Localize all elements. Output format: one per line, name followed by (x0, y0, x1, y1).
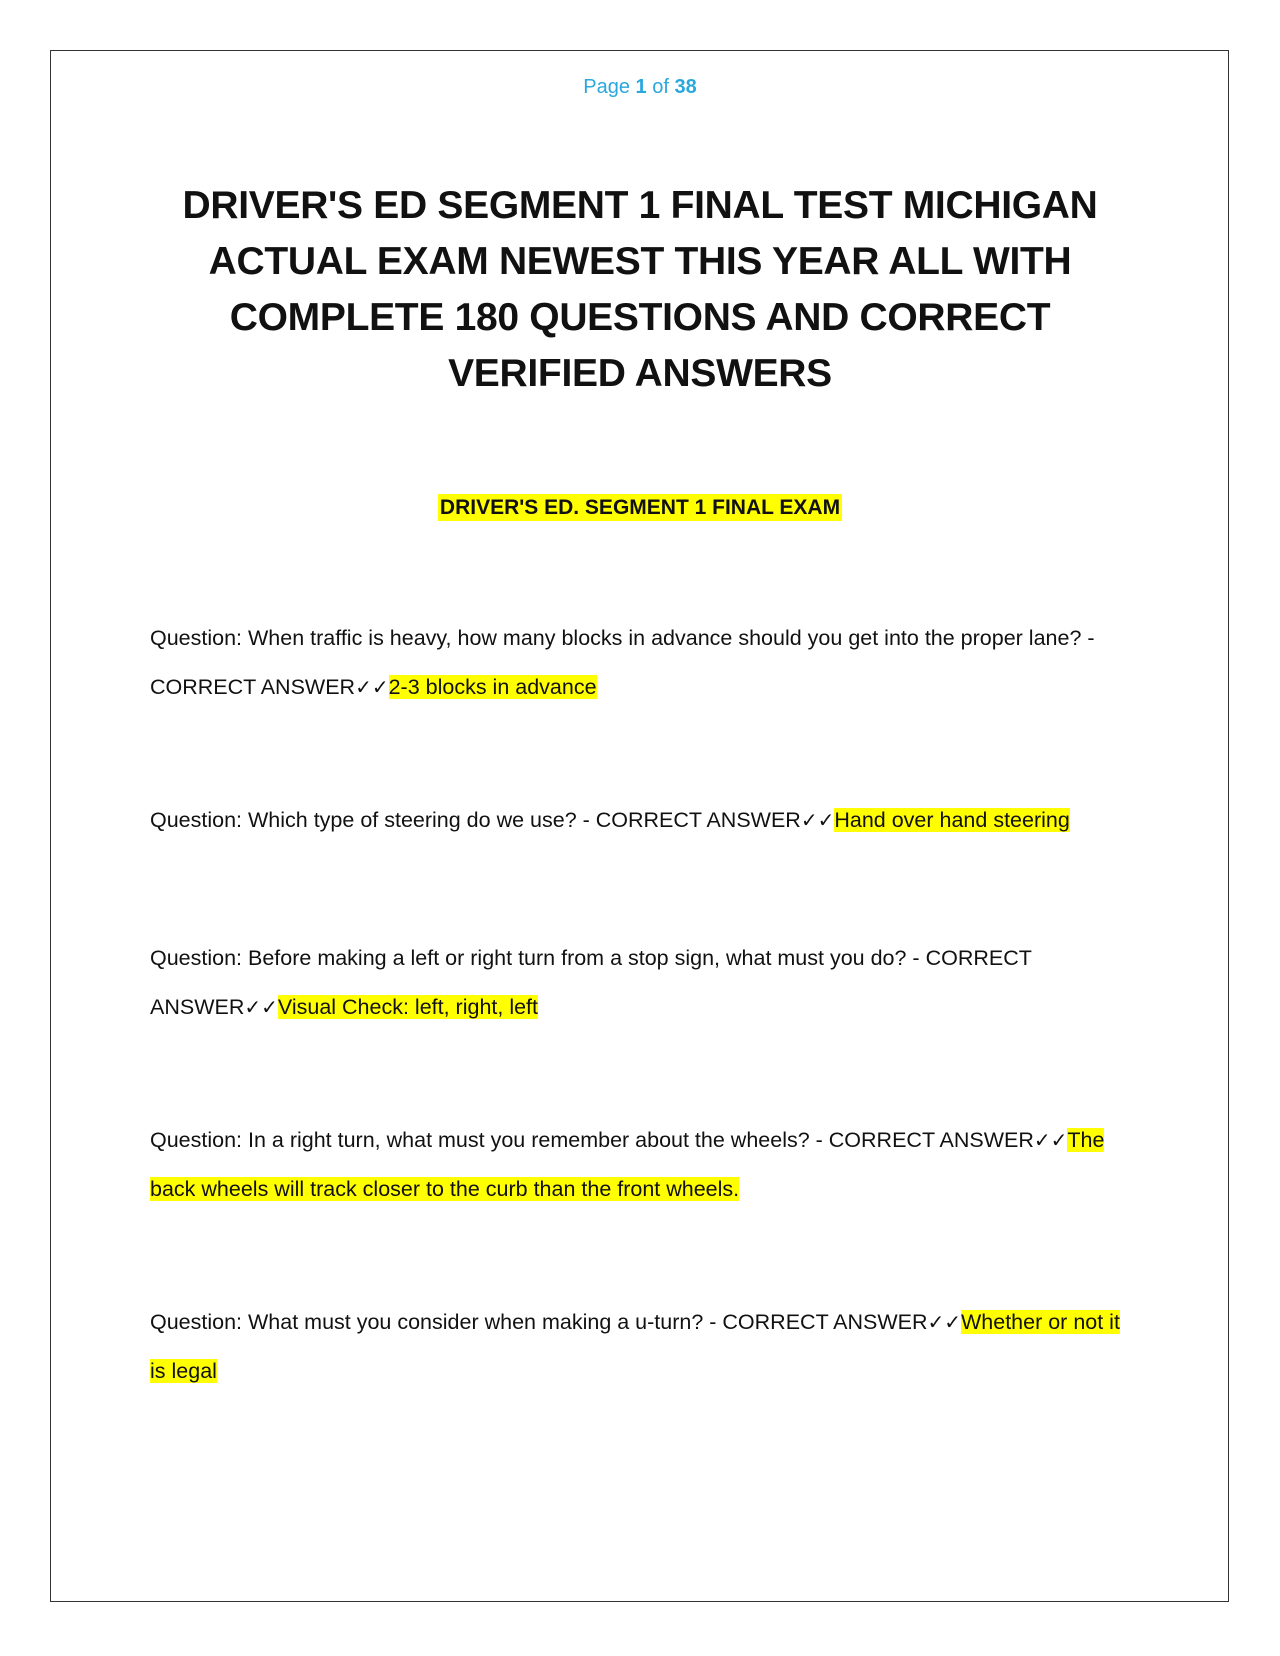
answer-text: Hand over hand steering (834, 808, 1070, 832)
qa-item (150, 614, 1130, 712)
question-text: Question: Which type of steering do we use? - CORRECT ANSWER (150, 808, 801, 832)
checkmarks-icon: ✓✓ (800, 808, 835, 832)
checkmarks-icon: ✓✓ (355, 675, 389, 699)
answer-text: Whether or not it is legal (150, 1310, 1120, 1383)
checkmarks-icon: ✓✓ (1033, 1128, 1068, 1152)
qa-item (150, 934, 1130, 1032)
page-number (0, 76, 1280, 99)
title-line: VERIFIED ANSWERS (448, 352, 832, 395)
title-line: DRIVER'S ED SEGMENT 1 FINAL TEST MICHIGAN (182, 184, 1098, 227)
answer-text: 2-3 blocks in advance (388, 675, 597, 699)
document-title (150, 178, 1130, 402)
question-text: Question: When traffic is heavy, how many blocks in advance should you get into the proper lane? - CORRECT ANSWER (150, 626, 1095, 699)
checkmarks-icon: ✓✓ (927, 1310, 961, 1334)
page-current: 1 (635, 76, 647, 98)
qa-item (150, 796, 1130, 845)
qa-item (150, 1116, 1130, 1214)
question-text: Question: Before making a left or right turn from a stop sign, what must you do? - CORRECT ANSWER (150, 946, 1032, 1019)
page-label: Page (583, 76, 636, 98)
section-heading-text: DRIVER'S ED. SEGMENT 1 FINAL EXAM (439, 496, 841, 519)
qa-item (150, 1298, 1130, 1396)
title-line: ACTUAL EXAM NEWEST THIS YEAR ALL WITH (208, 240, 1072, 283)
page-of-label: of (646, 76, 675, 98)
page-total: 38 (674, 76, 697, 98)
answer-text: The back wheels will track closer to the curb than the front wheels. (150, 1128, 1105, 1201)
section-heading (0, 496, 1280, 520)
answer-text: Visual Check: left, right, left (277, 995, 539, 1019)
question-text: Question: In a right turn, what must you remember about the wheels? - CORRECT ANSWER (150, 1128, 1034, 1152)
question-text: Question: What must you consider when making a u-turn? - CORRECT ANSWER (150, 1310, 928, 1334)
checkmarks-icon: ✓✓ (244, 995, 278, 1019)
title-line: COMPLETE 180 QUESTIONS AND CORRECT (229, 296, 1051, 339)
